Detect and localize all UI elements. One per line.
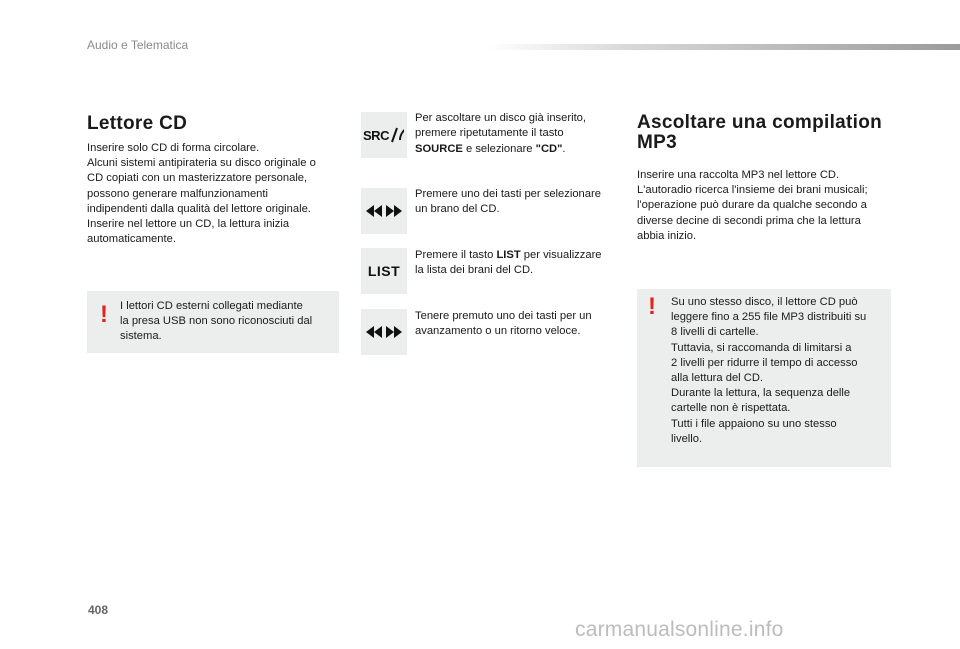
text-line: avanzamento o un ritorno veloce. [415, 325, 581, 338]
page-number: 408 [88, 603, 109, 617]
text-line: Alcuni sistemi antipirateria su disco originale o [87, 157, 316, 170]
text-line: Premere uno dei tasti per selezionare [415, 188, 601, 200]
list-key: LIST [496, 249, 521, 261]
text-line: Inserire nel lettore un CD, la lettura inizia [87, 218, 290, 231]
warning-icon: ! [648, 293, 656, 320]
warning-icon: ! [100, 301, 108, 328]
note-text [671, 295, 885, 447]
text-line: un brano del CD. [415, 203, 500, 216]
source-key: SOURCE [415, 142, 463, 155]
text-fragment: Premere il tasto [415, 249, 497, 261]
text-line: 8 livelli di cartelle. [671, 326, 759, 339]
text-line: l'operazione può durare da qualche secondo a [637, 199, 867, 212]
text-line: Su uno stesso disco, il lettore CD può [671, 296, 858, 308]
text-line: livello. [671, 432, 703, 445]
text-line: Tuttavia, si raccomanda di limitarsi a [671, 341, 852, 354]
heading-lettore-cd: Lettore CD [87, 113, 188, 134]
text-line [415, 248, 620, 263]
text-line: Tenere premuto uno dei tasti per un [415, 310, 592, 322]
text-line: possono generare malfunzionamenti [87, 187, 268, 200]
heading-compilation-mp3 [637, 113, 897, 153]
text-line: diverse decine di secondi prima che la lettura [637, 214, 861, 227]
text-line: Inserire solo CD di forma circolare. [87, 142, 260, 154]
title-line: Ascoltare una compilation [637, 112, 883, 133]
text-line: CD copiati con un masterizzatore personale, [87, 172, 308, 185]
header-divider [488, 44, 960, 50]
text-line: 2 livelli per ridurre il tempo di accesso [671, 356, 858, 369]
instruction-fast-seek [415, 309, 620, 340]
instruction-select-track [415, 187, 620, 218]
text-line: leggere fino a 255 file MP3 distribuiti su [671, 311, 867, 324]
text-line: Durante la lettura, la sequenza delle [671, 387, 851, 400]
src-label: SRC [363, 127, 389, 143]
text-line: Inserire una raccolta MP3 nel lettore CD. [637, 169, 840, 181]
text-line: la lista dei brani del CD. [415, 264, 534, 277]
prev-next-icon [364, 324, 404, 340]
prev-next-icon-box [361, 309, 407, 355]
src-button-icon-box [361, 112, 407, 158]
warning-note-usb [87, 291, 339, 353]
text-line: abbia inizio. [637, 229, 697, 242]
left-body-text [87, 141, 339, 247]
list-icon-box [361, 248, 407, 294]
src-phone-icon [363, 127, 405, 143]
text-line: Per ascoltare un disco già inserito, [415, 112, 587, 124]
instruction-list [415, 248, 620, 279]
cd-key: "CD" [535, 142, 563, 155]
warning-note-mp3 [637, 289, 891, 467]
text-line: sistema. [120, 330, 162, 343]
text-line: Tutti i file appaiono su uno stesso [671, 417, 837, 430]
instruction-source [415, 111, 620, 157]
text-line: L'autoradio ricerca l'insieme dei brani musicali; [637, 184, 868, 197]
watermark: carmanualsonline.info [575, 618, 784, 641]
text-line: indipendenti dalla qualità del lettore originale. [87, 202, 311, 215]
text-fragment: . [562, 142, 566, 155]
text-line: automaticamente. [87, 233, 176, 246]
text-line: cartelle non è rispettata. [671, 402, 791, 415]
title-line: MP3 [637, 132, 677, 153]
text-line [415, 142, 620, 157]
list-icon: LIST [367, 263, 401, 279]
text-fragment: per visualizzare [520, 249, 602, 261]
note-text [120, 299, 330, 345]
text-line: I lettori CD esterni collegati mediante [120, 300, 303, 312]
prev-next-icon [364, 203, 404, 219]
text-line: premere ripetutamente il tasto [415, 127, 564, 140]
slash-phone-icon [391, 127, 405, 143]
right-body-text [637, 168, 892, 244]
text-fragment: e selezionare [462, 142, 536, 155]
text-line: alla lettura del CD. [671, 372, 764, 385]
text-line: la presa USB non sono riconosciuti dal [120, 315, 313, 328]
section-title: Audio e Telematica [87, 38, 189, 52]
prev-next-icon-box [361, 188, 407, 234]
